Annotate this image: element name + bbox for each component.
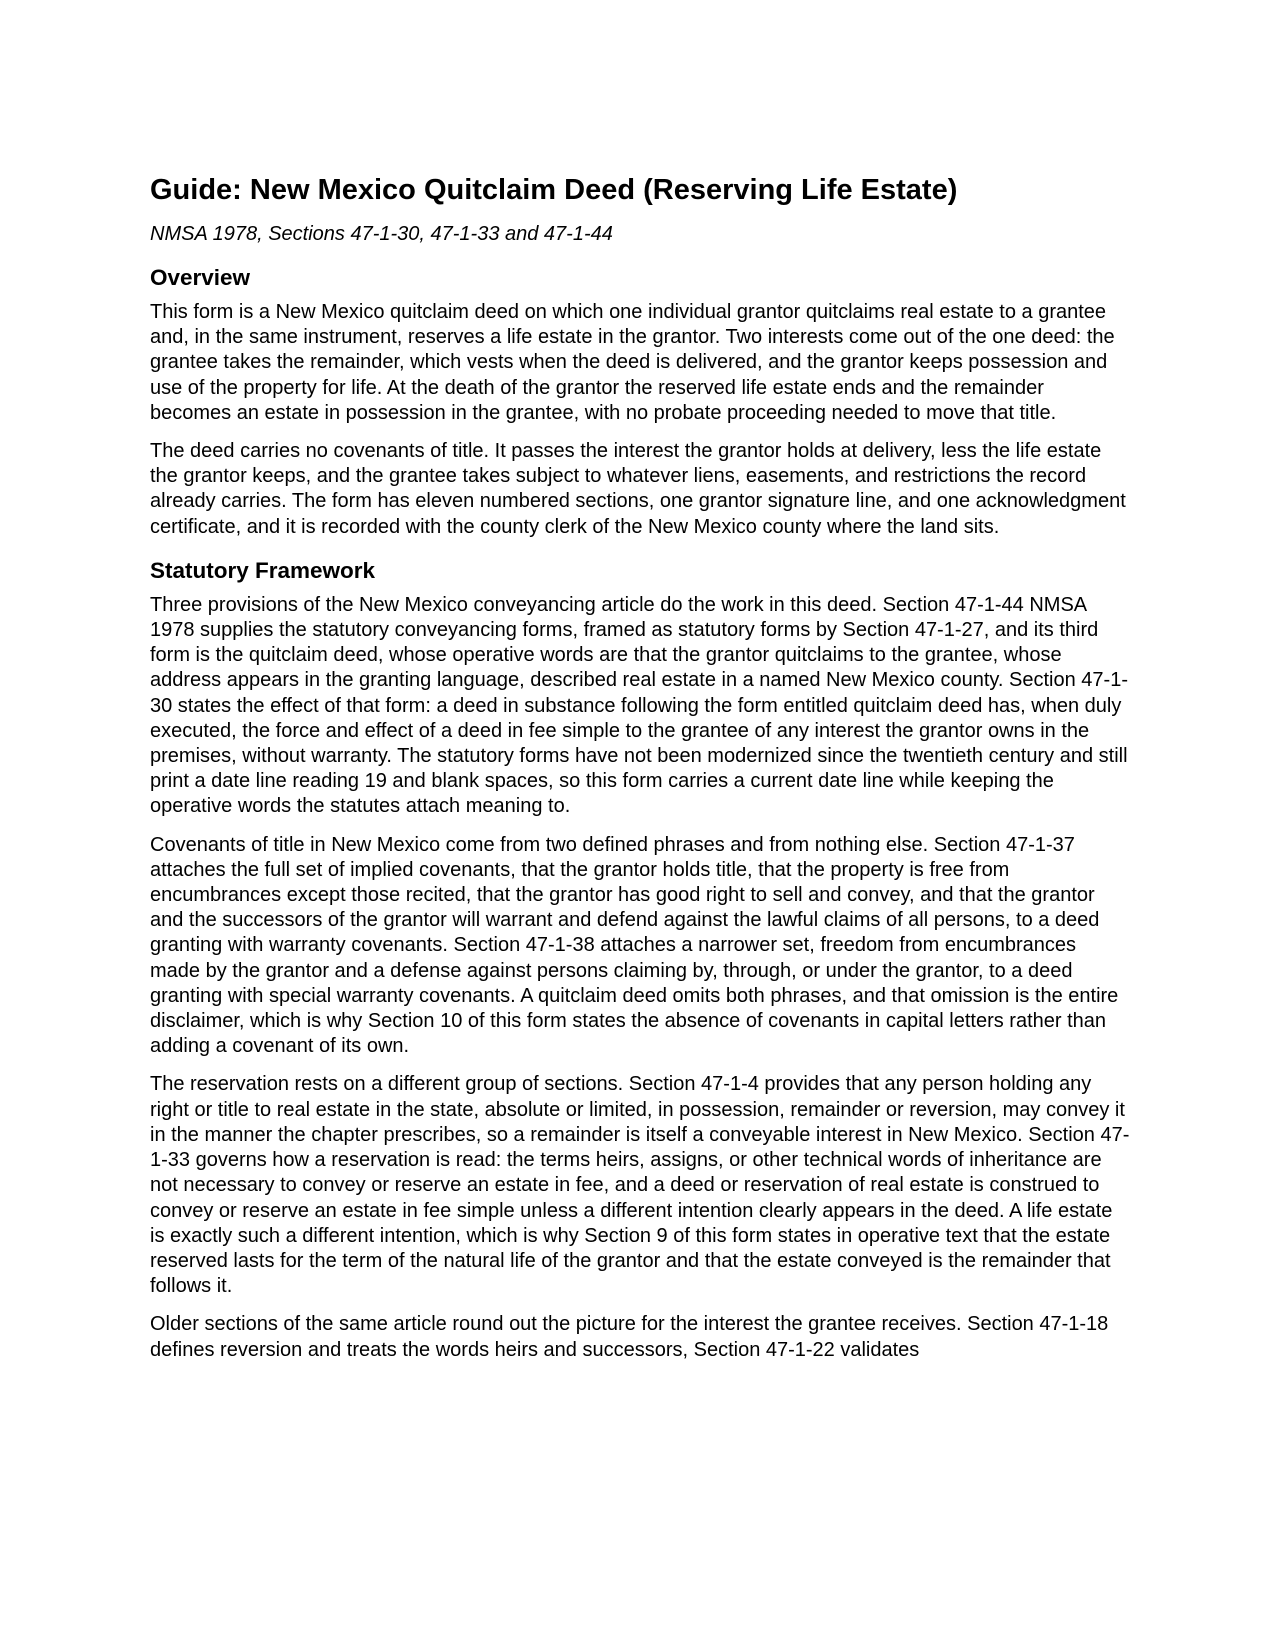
framework-paragraph-2: Covenants of title in New Mexico come from two defined phrases and from nothing else. Section 47-1-37 attaches the full set of implied covenants, that the grantor holds title, that the property is free from encumbrances except those recited, that the grantor has good right to sell and convey, and that the grantor and the successors of the grantor will warrant and defend against the lawful claims of all persons, to a deed granting with warranty covenants. Section 47-1-38 attaches a narrower set, freedom from encumbrances made by the grantor and a defense against persons claiming by, through, or under the grantor, to a deed granting with special warranty covenants. A quitclaim deed omits both phrases, and that omission is the entire disclaimer, which is why Section 10 of this form states the absence of covenants in capital letters rather than adding a covenant of its own.	[150, 833, 1119, 1058]
section-heading-overview: Overview	[150, 265, 251, 290]
framework-paragraph-4: Older sections of the same article round out the picture for the interest the grantee receives. Section 47-1-18 defines reversion and treats the words heirs and successors, Section 47-1-22 validates	[150, 1313, 1109, 1361]
document-title: Guide: New Mexico Quitclaim Deed (Reserving Life Estate)	[150, 174, 958, 206]
framework-paragraph-1: Three provisions of the New Mexico conveyancing article do the work in this deed. Section 47-1-44 NMSA 1978 supplies the statutory conveyancing forms, framed as statutory forms by Section 47-1-27, and its third form is the quitclaim deed, whose operative words are that the grantor quitclaims to the grantee, whose address appears in the granting language, described real estate in a named New Mexico county. Section 47-1-30 states the effect of that form: a deed in substance following the form entitled quitclaim deed has, when duly executed, the force and effect of a deed in fee simple to the grantee of any interest the grantor owns in the premises, without warranty. The statutory forms have not been modernized since the twentieth century and still print a date line reading 19 and blank spaces, so this form carries a current date line while keeping the operative words the statutes attach meaning to.	[150, 593, 1128, 818]
section-heading-statutory-framework: Statutory Framework	[150, 557, 376, 583]
framework-paragraph-3: The reservation rests on a different group of sections. Section 47-1-4 provides that any person holding any right or title to real estate in the state, absolute or limited, in possession, remainder or reversion, may convey it in the manner the chapter prescribes, so a remainder is itself a conveyable interest in New Mexico. Section 47-1-33 governs how a reservation is read: the terms heirs, assigns, or other technical words of inheritance are not necessary to convey or reserve an estate in fee, and a deed or reservation of real estate is construed to convey or reserve an estate in fee simple unless a different intention clearly appears in the deed. A life estate is exactly such a different intention, which is why Section 9 of this form states in operative text that the estate reserved lasts for the term of the natural life of the grantor and that the estate conveyed is the remainder that follows it.	[150, 1073, 1130, 1298]
document-page	[150, 172, 1130, 1376]
overview-paragraph-1: This form is a New Mexico quitclaim deed on which one individual grantor quitclaims real estate to a grantee and, in the same instrument, reserves a life estate in the grantor. Two interests come out of the one deed: the grantee takes the remainder, which vests when the deed is delivered, and the grantor keeps possession and use of the property for life. At the death of the grantor the reserved life estate ends and the remainder becomes an estate in possession in the grantee, with no probate proceeding needed to move that title.	[150, 301, 1115, 424]
statute-citation-subtitle: NMSA 1978, Sections 47-1-30, 47-1-33 and 47-1-44	[150, 223, 613, 245]
overview-paragraph-2: The deed carries no covenants of title. It passes the interest the grantor holds at delivery, less the life estate the grantor keeps, and the grantee takes subject to whatever liens, easements, and restrictions the record already carries. The form has eleven numbered sections, one grantor signature line, and one acknowledgment certificate, and it is recorded with the county clerk of the New Mexico county where the land sits.	[150, 440, 1126, 538]
